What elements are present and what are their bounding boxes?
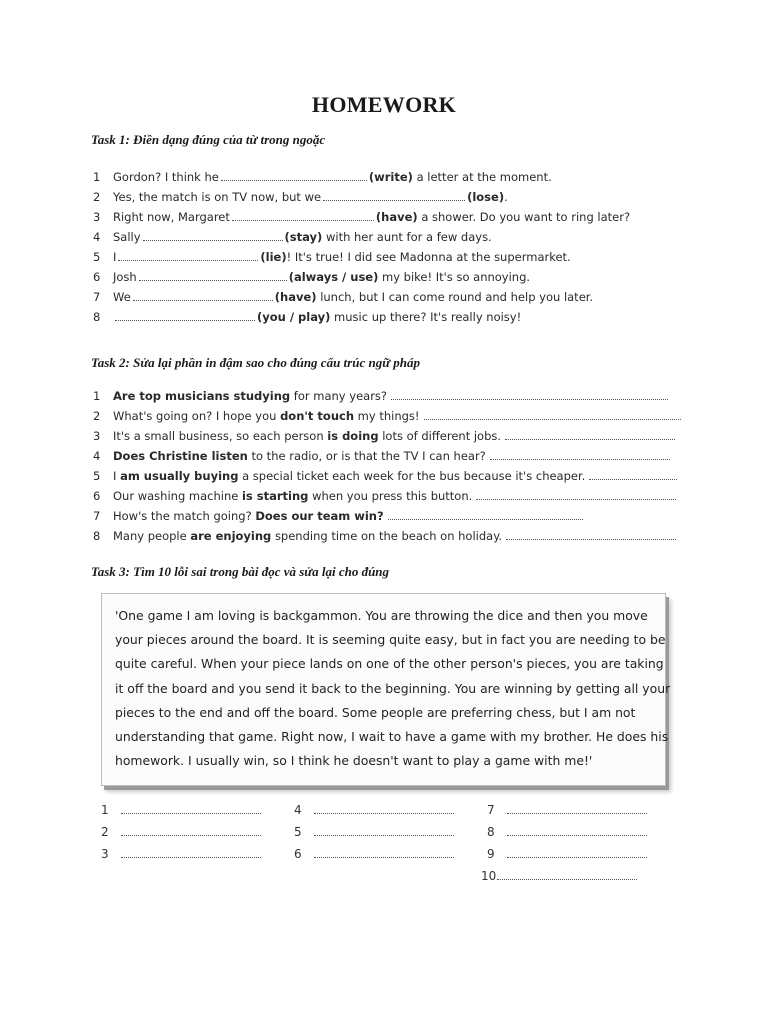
item-text: I — [113, 469, 117, 483]
answer-blank[interactable] — [221, 168, 367, 181]
answer-row — [487, 822, 647, 842]
answer-number: 8 — [487, 825, 495, 839]
item-text: We — [113, 290, 131, 304]
item-number: 3 — [93, 429, 101, 443]
task2-heading: Task 2: Sửa lại phần in đậm sao cho đúng cấu trúc ngữ pháp — [91, 355, 420, 370]
answer-blank[interactable] — [505, 427, 675, 440]
verb-prompt: (have) — [375, 210, 418, 224]
bold-phrase: is doing — [327, 429, 379, 443]
item-number: 2 — [93, 409, 101, 423]
reading-passage-box — [101, 593, 671, 786]
item-text: lots of different jobs. — [382, 429, 502, 443]
item-text: . — [504, 190, 508, 204]
item-number: 3 — [93, 210, 101, 224]
answer-row — [101, 844, 261, 864]
answer-blank[interactable] — [121, 845, 261, 858]
item-number: 4 — [93, 449, 101, 463]
reading-passage — [115, 604, 671, 773]
answer-row — [294, 800, 454, 820]
answer-blank[interactable] — [118, 248, 258, 261]
answer-number: 7 — [487, 803, 495, 817]
page-title: HOMEWORK — [311, 92, 457, 117]
answer-blank[interactable] — [589, 467, 677, 480]
answer-blank[interactable] — [506, 527, 676, 540]
verb-prompt: (lose) — [467, 190, 505, 204]
task2-list — [93, 386, 681, 546]
answer-blank[interactable] — [121, 801, 261, 814]
passage-line: homework. I usually win, so I think he doesn't want to play a game with me!' — [115, 753, 593, 769]
item-number: 1 — [93, 170, 101, 184]
item-number: 8 — [93, 529, 101, 543]
item-text: my bike! It's so annoying. — [382, 270, 531, 284]
answer-blank[interactable] — [507, 845, 647, 858]
task2-item — [93, 466, 681, 486]
task2-item — [93, 386, 681, 406]
bold-phrase: Are top musicians studying — [113, 389, 291, 403]
task1-item — [93, 207, 630, 227]
item-text: with her aunt for a few days. — [325, 230, 492, 244]
passage-line: it off the board and you send it back to the beginning. You are winning by getting all your — [115, 680, 671, 696]
task1-list — [93, 167, 630, 327]
item-text: music up there? It's really noisy! — [334, 310, 522, 324]
answer-number: 2 — [101, 825, 109, 839]
item-text: Right now, Margaret — [113, 210, 230, 224]
verb-prompt: (have) — [274, 290, 317, 304]
item-text: Gordon? I think he — [113, 170, 219, 184]
bold-phrase: Does Christine listen — [113, 449, 248, 463]
item-text: I — [113, 250, 117, 264]
task2-item — [93, 526, 681, 546]
answer-row — [101, 822, 261, 842]
answer-blank[interactable] — [314, 801, 454, 814]
item-text: for many years? — [293, 389, 388, 403]
item-text: Many people — [113, 529, 187, 543]
answer-blank[interactable] — [121, 823, 261, 836]
answer-number: 10 — [481, 869, 497, 883]
answer-blank[interactable] — [143, 228, 283, 241]
answer-row — [294, 822, 454, 842]
answer-blank[interactable] — [133, 288, 273, 301]
item-number: 6 — [93, 489, 101, 503]
task1-item — [93, 307, 630, 327]
answer-number: 5 — [294, 825, 302, 839]
answer-blank[interactable] — [314, 823, 454, 836]
answer-blank[interactable] — [476, 487, 676, 500]
bold-phrase: is starting — [241, 489, 309, 503]
task1-item — [93, 247, 630, 267]
item-number: 8 — [93, 310, 101, 324]
answer-row — [487, 844, 647, 864]
answer-row — [294, 844, 454, 864]
answer-number: 3 — [101, 847, 109, 861]
verb-prompt: (you / play) — [257, 310, 331, 324]
bold-phrase: are enjoying — [190, 529, 272, 543]
answer-blank[interactable] — [490, 447, 670, 460]
item-text: when you press this button. — [312, 489, 473, 503]
answer-row — [487, 800, 647, 820]
passage-line: quite careful. When your piece lands on one of the other person's pieces, you are taking — [115, 656, 664, 672]
task3-heading: Task 3: Tìm 10 lỗi sai trong bài đọc và sửa lại cho đúng — [91, 564, 390, 579]
answer-number: 4 — [294, 803, 302, 817]
passage-line: understanding that game. Right now, I wait to have a game with my brother. He does his — [115, 729, 669, 745]
answer-blank[interactable] — [232, 208, 374, 221]
task1-item — [93, 287, 630, 307]
item-number: 6 — [93, 270, 101, 284]
item-text: It's a small business, so each person — [113, 429, 324, 443]
task1-item — [93, 167, 630, 187]
bold-phrase: am usually buying — [120, 469, 239, 483]
item-number: 2 — [93, 190, 101, 204]
item-text: spending time on the beach on holiday. — [274, 529, 503, 543]
passage-line: 'One game I am loving is backgammon. You are throwing the dice and then you move — [115, 608, 648, 623]
item-text: What's going on? I hope you — [113, 409, 277, 423]
task3-answer-grid — [0, 800, 768, 900]
item-text: a letter at the moment. — [416, 170, 552, 184]
item-number: 7 — [93, 290, 101, 304]
answer-blank[interactable] — [391, 387, 668, 400]
item-number: 5 — [93, 250, 101, 264]
answer-blank[interactable] — [388, 507, 583, 520]
task2-item — [93, 406, 681, 426]
passage-line: your pieces around the board. It is seeming quite easy, but in fact you are needing to be — [115, 632, 666, 648]
answer-blank[interactable] — [424, 407, 681, 420]
item-text: my things! — [357, 409, 420, 423]
answer-blank[interactable] — [507, 823, 647, 836]
item-text: a shower. Do you want to ring later? — [421, 210, 631, 224]
task1-item — [93, 267, 630, 287]
answer-blank[interactable] — [314, 845, 454, 858]
task2-item — [93, 426, 681, 446]
item-text: How's the match going? — [113, 509, 252, 523]
task2-item — [93, 486, 681, 506]
verb-prompt: (always / use) — [288, 270, 379, 284]
item-text: ! It's true! I did see Madonna at the supermarket. — [286, 250, 571, 264]
verb-prompt: (stay) — [284, 230, 323, 244]
passage-line: pieces to the end and off the board. Some people are preferring chess, but I am not — [115, 704, 636, 720]
item-number: 5 — [93, 469, 101, 483]
answer-row — [481, 866, 637, 886]
item-text: Yes, the match is on TV now, but we — [113, 190, 322, 204]
bold-phrase: don't touch — [280, 409, 355, 423]
item-text: lunch, but I can come round and help you later. — [320, 290, 594, 304]
answer-number: 1 — [101, 803, 109, 817]
task1-item — [93, 187, 630, 207]
answer-blank[interactable] — [115, 308, 255, 321]
answer-blank[interactable] — [139, 268, 287, 281]
answer-blank[interactable] — [323, 188, 465, 201]
item-text: Our washing machine — [113, 489, 239, 503]
item-number: 4 — [93, 230, 101, 244]
item-text: Sally — [113, 230, 141, 244]
verb-prompt: (lie) — [260, 250, 287, 264]
task1-heading: Task 1: Điền dạng đúng của từ trong ngoặc — [91, 132, 326, 147]
task2-item — [93, 506, 681, 526]
item-number: 7 — [93, 509, 101, 523]
verb-prompt: (write) — [368, 170, 413, 184]
bold-phrase: Does our team win? — [255, 509, 384, 523]
item-text: Josh — [113, 270, 137, 284]
item-number: 1 — [93, 389, 101, 403]
answer-number: 9 — [487, 847, 495, 861]
answer-blank[interactable] — [497, 867, 637, 880]
answer-row — [101, 800, 261, 820]
task1-item — [93, 227, 630, 247]
item-text: to the radio, or is that the TV I can hear? — [251, 449, 486, 463]
answer-number: 6 — [294, 847, 302, 861]
task2-item — [93, 446, 681, 466]
answer-blank[interactable] — [507, 801, 647, 814]
item-text: a special ticket each week for the bus because it's cheaper. — [242, 469, 586, 483]
